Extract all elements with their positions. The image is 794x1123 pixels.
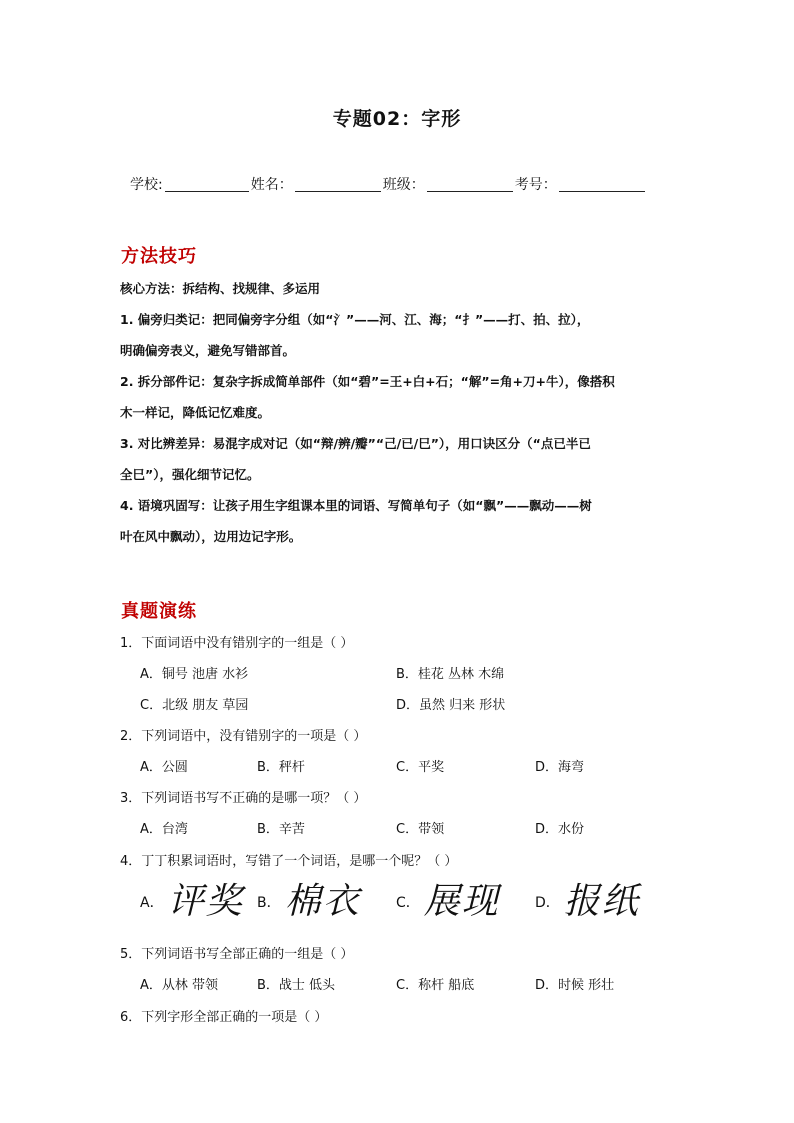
question-4-option-c[interactable] [396,881,500,922]
exam-no-label: 考号： [514,177,557,193]
exam-no-blank[interactable] [559,175,645,192]
question-3-option-c[interactable]: C．带领 [396,822,445,837]
question-3-option-a[interactable]: A．台湾 [140,822,188,837]
question-5-stem: 5．下列词语书写全部正确的一组是（ ） [120,947,354,962]
method-heading: 方法技巧 [121,246,197,267]
question-3-option-d[interactable]: D．水份 [535,822,585,837]
name-blank[interactable] [295,175,381,192]
method-item-3-line2: 全巳”），强化细节记忆。 [120,467,260,482]
question-4-option-d[interactable] [535,881,640,922]
question-5-option-b[interactable]: B．战士 低头 [257,978,336,993]
page-title: 专题02：字形 [332,108,462,130]
question-2-option-c[interactable]: C．平奖 [396,760,445,775]
method-item-2-line2: 木一样记，降低记忆难度。 [120,405,271,420]
school-label: 学校: [130,177,163,193]
question-6-stem: 6．下列字形全部正确的一项是（ ） [120,1010,328,1025]
name-label: 姓名： [250,177,293,193]
method-item-4-line1: 4. 语境巩固写：让孩子用生字组课本里的词语、写简单句子（如“飘”——飘动——树 [120,498,592,513]
handwritten-word: 评奖 [167,881,244,922]
method-item-4-line2: 叶在风中飘动），边用边记字形。 [120,529,302,544]
question-1-option-d[interactable]: D．虽然 归来 形状 [396,698,506,713]
question-4-option-a[interactable] [140,881,244,922]
class-blank[interactable] [427,175,513,192]
question-2-option-b[interactable]: B．秤杆 [257,760,305,775]
handwritten-word: 棉衣 [284,881,361,922]
student-info-row [130,174,690,194]
core-method: 核心方法：拆结构、找规律、多运用 [120,281,321,296]
question-1-stem: 1．下面词语中没有错别字的一组是（ ） [120,636,354,651]
practice-heading: 真题演练 [121,601,197,622]
method-item-3-line1: 3. 对比辨差异：易混字成对记（如“辩/辨/瓣”“己/已/巳”），用口诀区分（“点已半已 [120,436,591,451]
option-letter: D． [535,895,560,911]
question-2-option-a[interactable]: A．公圆 [140,760,188,775]
question-2-option-d[interactable]: D．海弯 [535,760,585,775]
option-letter: A． [140,895,164,911]
handwritten-word: 报纸 [563,881,640,922]
school-blank[interactable] [165,175,249,192]
question-5-option-a[interactable]: A．从林 带领 [140,978,219,993]
question-5-option-c[interactable]: C．称杆 船底 [396,978,475,993]
option-letter: C． [396,895,420,911]
class-label: 班级： [382,177,425,193]
handwritten-word: 展现 [423,881,500,922]
question-4-option-b[interactable] [257,881,361,922]
question-1-option-c[interactable]: C．北级 朋友 草园 [140,698,249,713]
method-item-1-line2: 明确偏旁表义，避免写错部首。 [120,343,296,358]
question-2-stem: 2．下列词语中，没有错别字的一项是（ ） [120,729,367,744]
question-1-option-b[interactable]: B．桂花 丛林 木绵 [396,667,505,682]
question-5-option-d[interactable]: D．时候 形壮 [535,978,615,993]
question-4-stem: 4．丁丁积累词语时，写错了一个词语，是哪一个呢？（ ） [120,854,458,869]
method-item-2-line1: 2. 拆分部件记：复杂字拆成简单部件（如“碧”=王+白+石；“解”=角+刀+牛），像搭积 [120,374,615,389]
question-3-option-b[interactable]: B．辛苦 [257,822,305,837]
question-3-stem: 3．下列词语书写不正确的是哪一项？（ ） [120,791,367,806]
question-1-option-a[interactable]: A．铜号 池唐 水衫 [140,667,249,682]
method-item-1-line1: 1. 偏旁归类记：把同偏旁字分组（如“氵”——河、江、海；“扌”——打、拍、拉）， [120,312,590,327]
option-letter: B． [257,895,281,911]
